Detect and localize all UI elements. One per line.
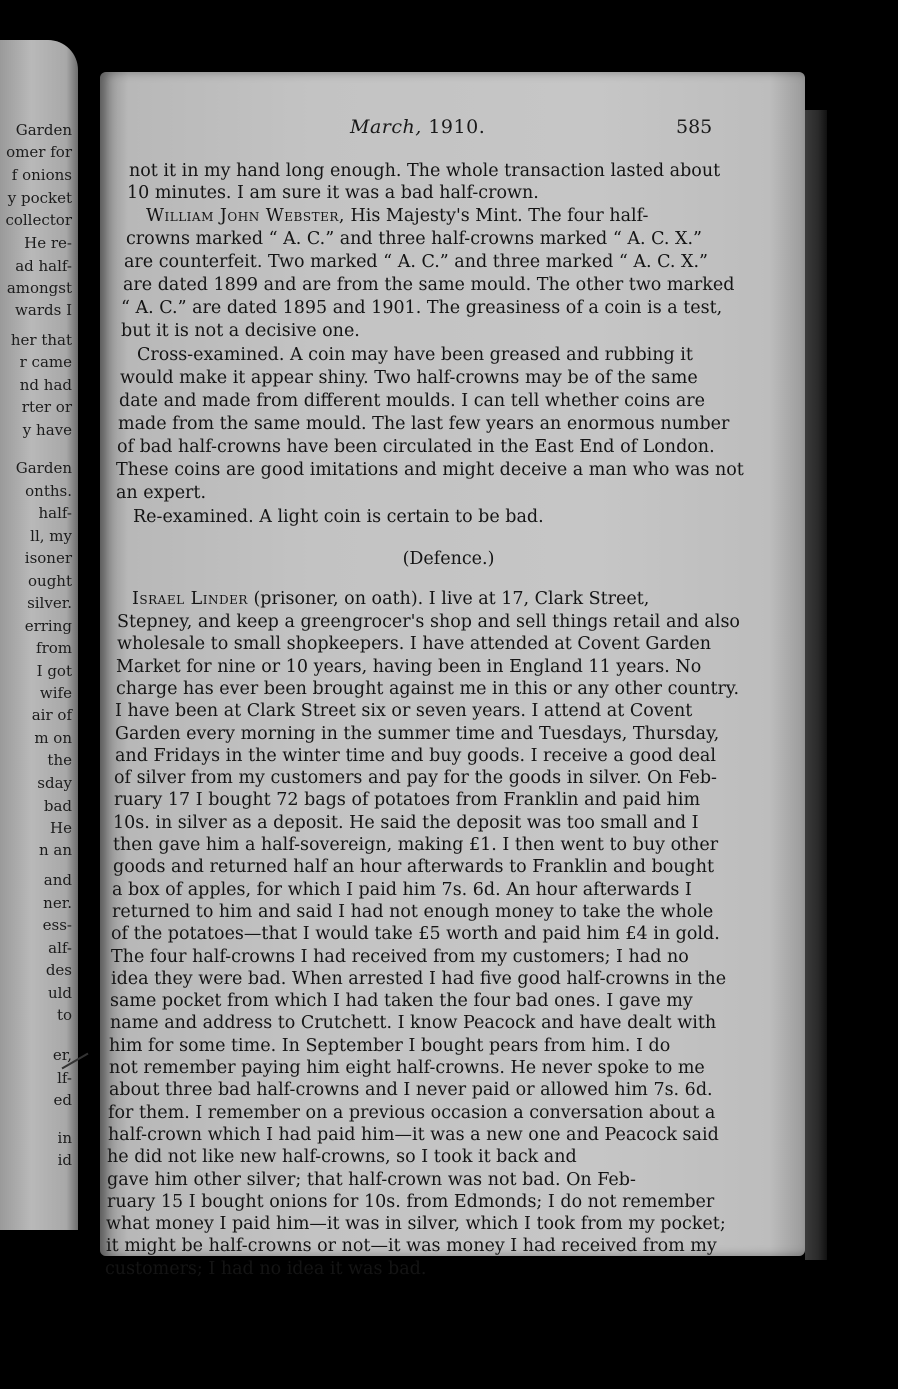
facing-page-text: r came: [19, 353, 72, 371]
facing-page-text: uld: [47, 984, 72, 1002]
facing-page-text: and: [43, 871, 72, 889]
facing-page-text: rter or: [21, 398, 72, 416]
witness-line: Israel Linder (prisoner, on oath). I live at 17, Clark Street,: [132, 589, 650, 609]
facing-page-text: amongst: [6, 279, 72, 297]
text-line: what money I paid him—it was in silver, which I took from my pocket;: [106, 1214, 726, 1235]
text-line: I have been at Clark Street six or seven years. I attend at Covent: [115, 701, 693, 722]
facing-page-text: bad: [43, 797, 72, 815]
facing-page-text: sday: [37, 774, 72, 792]
facing-page-text: He: [50, 819, 72, 837]
text-line: gave him other silver; that half-crown was not bad. On Feb-: [107, 1169, 636, 1190]
facing-page-text: ed: [53, 1091, 72, 1109]
facing-page-text: omer for: [6, 143, 72, 161]
facing-page-text: ner.: [43, 894, 72, 912]
text-line: Stepney, and keep a greengrocer's shop and sell things retail and also: [117, 612, 740, 632]
witness-name: William John Webster,: [146, 206, 345, 226]
facing-page-text: collector: [5, 211, 72, 229]
text-line: him for some time. In September I bought pears from him. I do: [109, 1035, 671, 1056]
facing-page-text: f onions: [11, 166, 72, 184]
page-number: 585: [676, 116, 713, 138]
text-line: made from the same mould. The last few years an enormous number: [118, 414, 730, 434]
facing-page-text: ess-: [42, 916, 72, 934]
text-line: goods and returned half an hour afterwards to Franklin and bought: [113, 857, 715, 878]
text-line: would make it appear shiny. Two half-crowns may be of the same: [120, 368, 698, 388]
facing-page-text: her that: [10, 331, 72, 349]
facing-page-text: nd had: [19, 376, 72, 394]
facing-page-text: silver.: [27, 594, 72, 612]
text-line: The four half-crowns I had received from my customers; I had no: [111, 946, 689, 967]
text-line: an expert.: [116, 483, 207, 503]
running-header: [100, 116, 805, 140]
text-line: These coins are good imitations and might deceive a man who was not: [116, 460, 744, 480]
page-stack-edge: [805, 110, 827, 1260]
witness-line: William John Webster, His Majesty's Mint. The four half-: [146, 206, 649, 226]
text-line: “ A. C.” are dated 1895 and 1901. The greasiness of a coin is a test,: [121, 298, 723, 318]
facing-page-text: m on: [34, 729, 72, 747]
text-line: 10 minutes. I am sure it was a bad half-crown.: [127, 183, 539, 203]
text-line: he did not like new half-crowns, so I took it back and: [107, 1147, 577, 1168]
text-line: of bad half-crowns have been circulated in the East End of London.: [117, 437, 715, 457]
facing-page-text: y pocket: [7, 189, 72, 207]
text-line: ruary 15 I bought onions for 10s. from Edmonds; I do not remember: [107, 1191, 715, 1212]
facing-page-edge: [0, 40, 78, 1230]
facing-page-text: ll, my: [30, 527, 72, 545]
facing-page-text: from: [36, 639, 72, 657]
facing-page-text: in: [57, 1129, 72, 1147]
text-line: Cross-examined. A coin may have been greased and rubbing it: [137, 345, 693, 365]
text-line: of the potatoes—that I would take £5 worth and paid him £4 in gold.: [111, 924, 720, 945]
text-line: then gave him a half-sovereign, making £1. I then went to buy other: [113, 835, 719, 855]
text-line: but it is not a decisive one.: [121, 321, 360, 341]
text-line: about three bad half-crowns and I never paid or allowed him 7s. 6d.: [109, 1080, 713, 1101]
text-line: customers; I had no idea it was bad.: [105, 1258, 427, 1279]
text-line: name and address to Crutchett. I know Peacock and have dealt with: [110, 1013, 717, 1034]
text-line: date and made from different moulds. I can tell whether coins are: [119, 391, 706, 411]
text-line: charge has ever been brought against me in this or any other country.: [116, 678, 740, 699]
facing-page-text: onths.: [25, 482, 72, 500]
facing-page-text: lf-: [57, 1069, 72, 1087]
text-line: Garden every morning in the summer time and Tuesdays, Thursday,: [115, 723, 720, 744]
facing-page-text: I got: [36, 662, 72, 680]
text-line: idea they were bad. When arrested I had five good half-crowns in the: [111, 968, 727, 989]
text-line: returned to him and said I had not enough money to take the whole: [112, 901, 714, 922]
facing-page-text: wards I: [15, 301, 72, 319]
section-heading: (Defence.): [402, 549, 495, 569]
facing-page-text: y have: [22, 421, 72, 439]
text-line: not it in my hand long enough. The whole transaction lasted about: [129, 161, 721, 181]
facing-page-text: the: [47, 751, 72, 769]
header-date: March, 1910.: [350, 116, 486, 138]
text-line: a box of apples, for which I paid him 7s. 6d. An hour afterwards I: [112, 879, 692, 900]
facing-page-text: He re-: [24, 234, 72, 252]
facing-page-text: ought: [28, 572, 72, 590]
text-line: for them. I remember on a previous occasion a conversation about a: [108, 1102, 716, 1123]
facing-page-text: wife: [39, 684, 72, 702]
text-line: same pocket from which I had taken the four bad ones. I gave my: [110, 991, 693, 1012]
facing-page-text: to: [56, 1006, 72, 1024]
text-line: not remember paying him eight half-crowns. He never spoke to me: [109, 1058, 705, 1078]
facing-page-text: des: [45, 961, 72, 979]
facing-page-text: Garden: [15, 459, 72, 477]
facing-page-text: half-: [38, 504, 72, 522]
facing-page-text: id: [57, 1151, 72, 1169]
facing-page-text: alf-: [48, 939, 72, 957]
text-line: Market for nine or 10 years, having been in England 11 years. No: [116, 656, 702, 677]
facing-page-text: n an: [38, 841, 72, 859]
text-line: are dated 1899 and are from the same mould. The other two marked: [123, 275, 735, 295]
text-line: 10s. in silver as a deposit. He said the deposit was too small and I: [113, 812, 699, 833]
text-line: wholesale to small shopkeepers. I have attended at Covent Garden: [117, 634, 712, 655]
text-line: half-crown which I had paid him—it was a new one and Peacock said: [108, 1124, 719, 1145]
facing-page-text: isoner: [24, 549, 72, 567]
facing-page-text: air of: [31, 706, 72, 724]
facing-page-text: Garden: [15, 121, 72, 139]
witness-name: Israel Linder: [132, 589, 248, 609]
text-line: Re-examined. A light coin is certain to be bad.: [133, 507, 544, 527]
text-line: are counterfeit. Two marked “ A. C.” and three marked “ A. C. X.”: [124, 252, 708, 272]
text-line: and Fridays in the winter time and buy goods. I receive a good deal: [115, 745, 716, 766]
text-line: crowns marked “ A. C.” and three half-crowns marked “ A. C. X.”: [126, 229, 702, 249]
facing-page-text: ad half-: [15, 257, 72, 275]
facing-page-text: er,: [52, 1046, 72, 1064]
text-line: it might be half-crowns or not—it was money I had received from my: [106, 1236, 717, 1257]
text-line: of silver from my customers and pay for the goods in silver. On Feb-: [114, 768, 717, 789]
facing-page-text: erring: [24, 617, 72, 635]
text-line: ruary 17 I bought 72 bags of potatoes from Franklin and paid him: [114, 790, 701, 811]
